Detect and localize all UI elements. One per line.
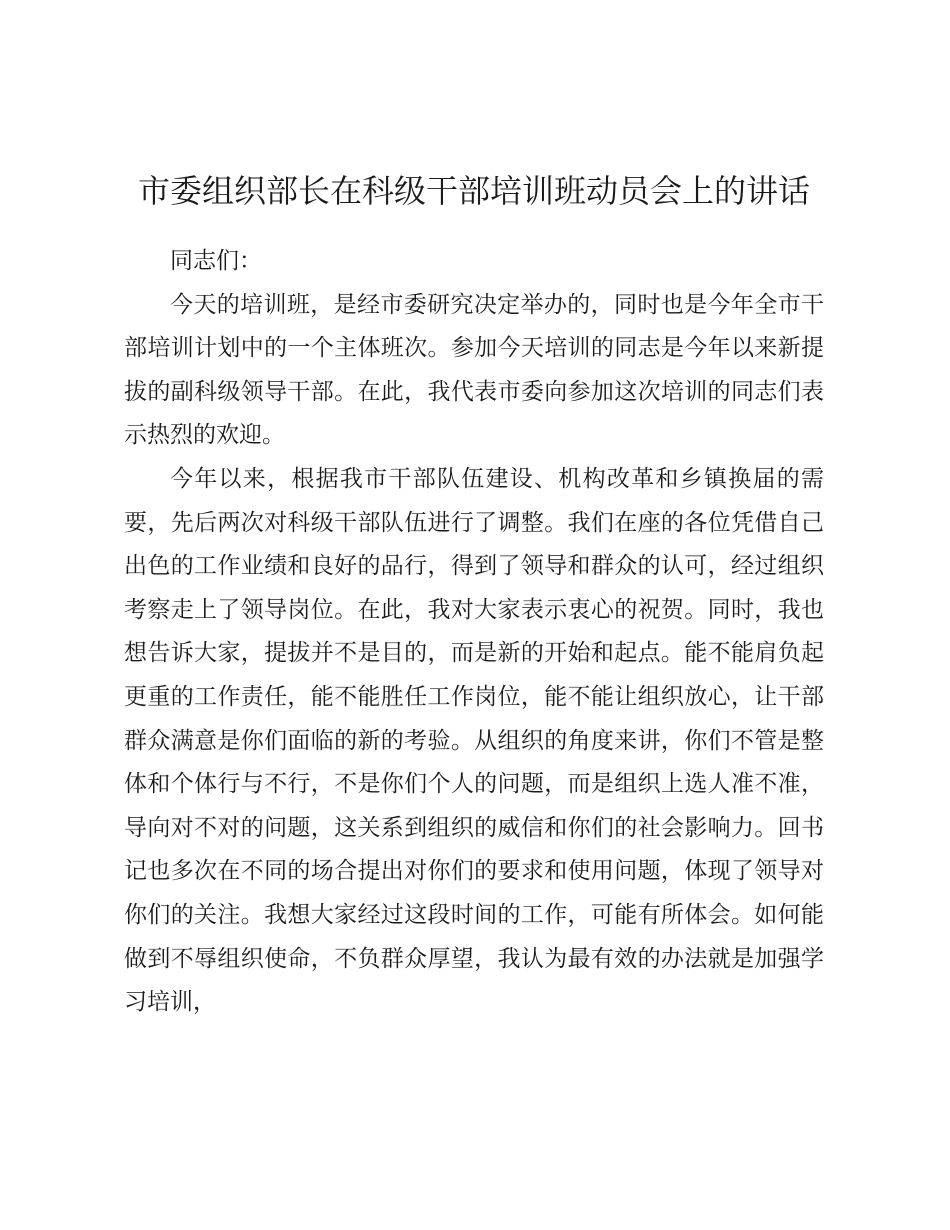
paragraph-adjustment: 今年以来，根据我市干部队伍建设、机构改革和乡镇换届的需要，先后两次对科级干部队伍进行了调整。我们在座的各位凭借自己出色的工作业绩和良好的品行，得到了领导和群众的认可，经过组织考察走上了领导岗位。在此，我对大家表示衷心的祝贺。同时，我也想告诉大家，提拔并不是目的，而是新的开始和起点。能不能肩负起更重的工作责任，能不能胜任工作岗位，能不能让组织放心，让干部群众满意是你们面临的新的考验。从组织的角度来讲，你们不管是整体和个体行与不行，不是你们个人的问题，而是组织上选人准不准，导向对不对的问题，这关系到组织的威信和你们的社会影响力。回书记也多次在不同的场合提出对你们的要求和使用问题，体现了领导对你们的关注。我想大家经过这段时间的工作，可能有所体会。如何能做到不辱组织使命，不负群众厚望，我认为最有效的办法就是加强学习培训， — [124, 465, 824, 1016]
document-title: 市委组织部长在科级干部培训班动员会上的讲话 — [137, 172, 810, 210]
salutation: 同志们： — [170, 248, 262, 274]
document-page — [124, 168, 824, 1025]
paragraph-welcome: 今天的培训班，是经市委研究决定举办的，同时也是今年全市干部培训计划中的一个主体班次。参加今天培训的同志是今年以来新提拔的副科级领导干部。在此，我代表市委向参加这次培训的同志们表示热烈的欢迎。 — [124, 291, 824, 449]
